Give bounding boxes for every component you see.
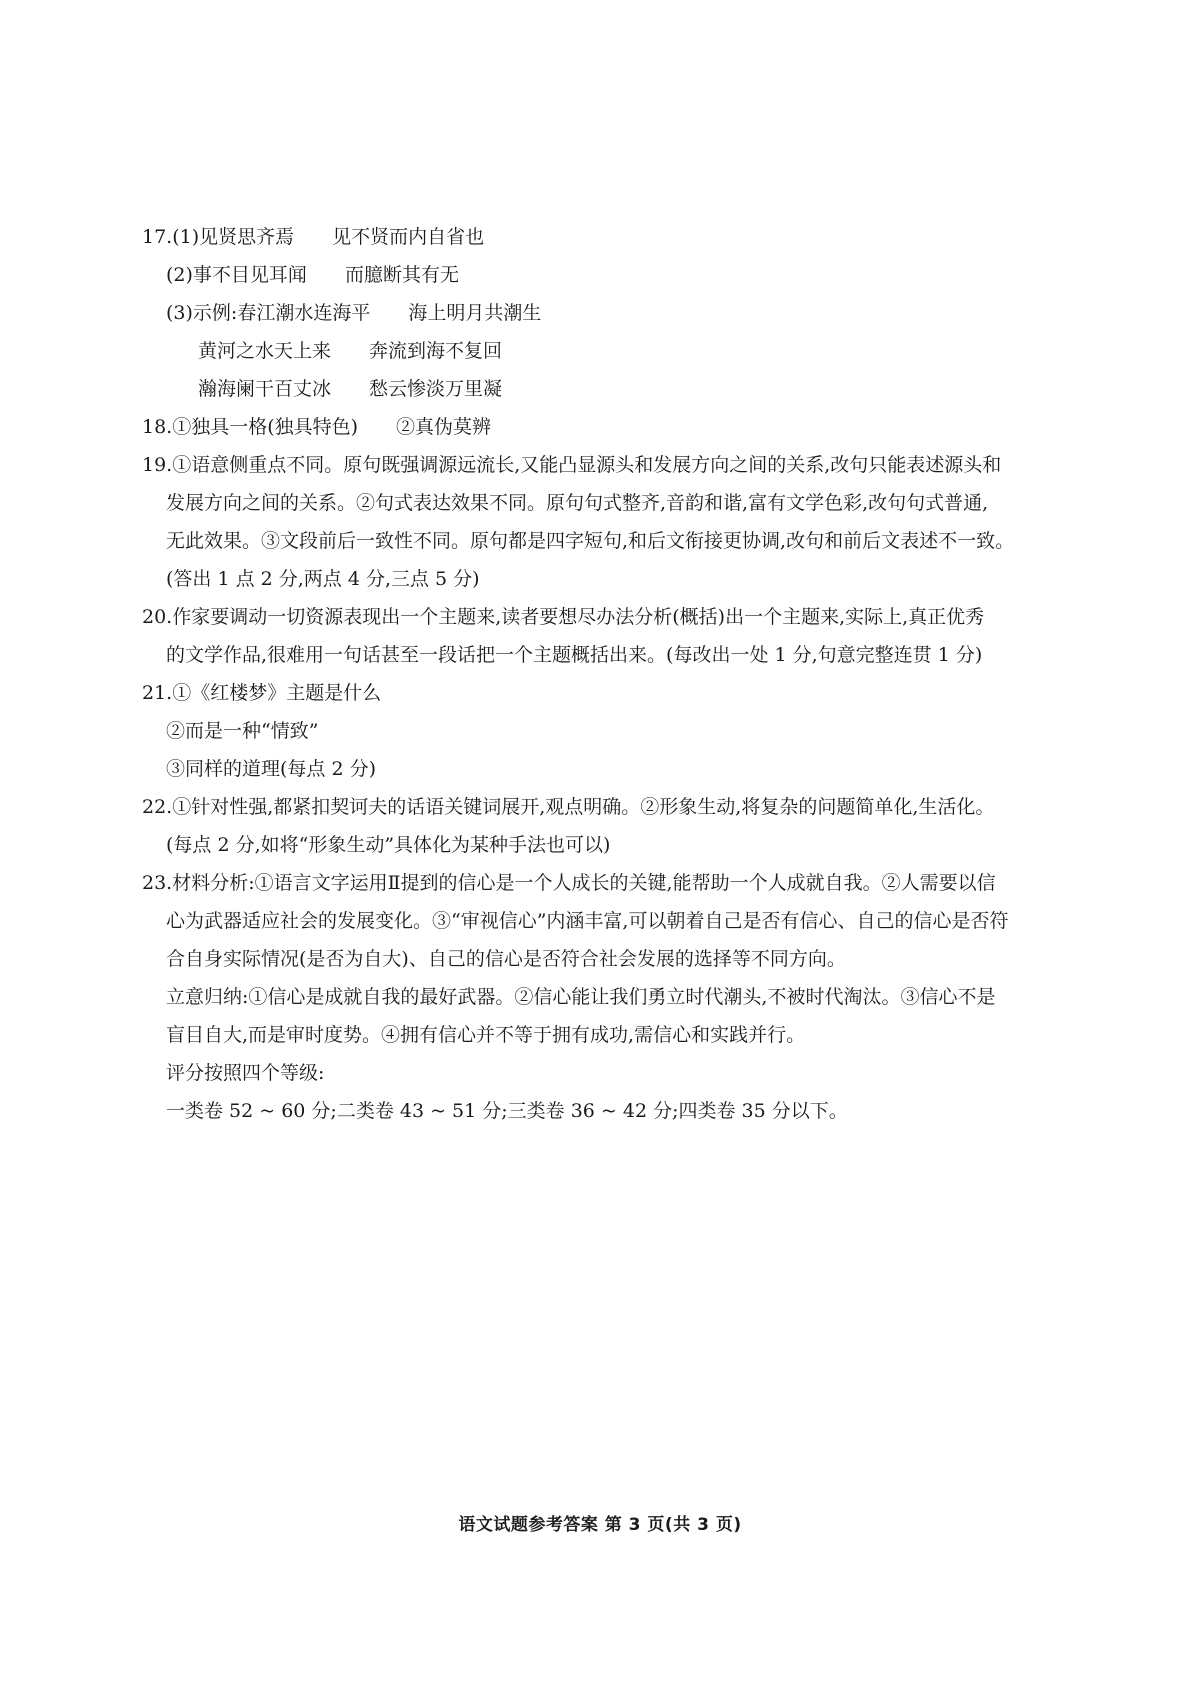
q19-text-1: ①语意侧重点不同。原句既强调源远流长,又能凸显源头和发展方向之间的关系,改句只能表述源头和: [172, 454, 1002, 476]
q21-text-2: ②而是一种“情致”: [166, 720, 319, 742]
q22-number: 22.: [142, 796, 173, 818]
q20-number: 20.: [142, 606, 173, 628]
q23-text-4: 立意归纳:①信心是成就自我的最好武器。②信心能让我们勇立时代潮头,不被时代淘汰。③信心不是: [166, 986, 996, 1008]
q17-part3-a: 春江潮水连海平: [237, 302, 371, 324]
q17-line-3: [142, 294, 1092, 332]
q21-line-2: [142, 712, 1092, 750]
q23-text-5: 盲目自大,而是审时度势。④拥有信心并不等于拥有成功,需信心和实践并行。: [166, 1024, 806, 1046]
q19-line-4: [142, 560, 1092, 598]
q23-line-7: [142, 1092, 1092, 1130]
q23-line-5: [142, 1016, 1092, 1054]
q22-line-2: [142, 826, 1092, 864]
q19-scoring: (答出 1 点 2 分,两点 4 分,三点 5 分): [166, 568, 480, 590]
q23-number: 23.: [142, 872, 173, 894]
q17-part3-e: 瀚海阑干百丈冰: [198, 378, 332, 400]
q17-line-4: [142, 332, 1092, 370]
q23-line-2: [142, 902, 1092, 940]
q23-line-1: [142, 864, 1092, 902]
answer-content: [142, 218, 1092, 1130]
q23-text-1: 材料分析:①语言文字运用Ⅱ提到的信心是一个人成长的关键,能帮助一个人成就自我。②人需要以信: [172, 872, 996, 894]
q17-number: 17.: [142, 226, 173, 248]
q17-part3-f: 愁云惨淡万里凝: [369, 378, 503, 400]
q19-text-3: 无此效果。③文段前后一致性不同。原句都是四字短句,和后文衔接更协调,改句和前后文表述不一致。: [166, 530, 1015, 552]
q17-line-2: [142, 256, 1092, 294]
q23-line-6: [142, 1054, 1092, 1092]
q22-text-2: (每点 2 分,如将“形象生动”具体化为某种手法也可以): [166, 834, 611, 856]
q20-text-2: 的文学作品,很难用一句话甚至一段话把一个主题概括出来。(每改出一处 1 分,句意完整连贯 1 分): [166, 644, 983, 666]
q22-line-1: [142, 788, 1092, 826]
q19-line-1: [142, 446, 1092, 484]
q17-part2-label: (2): [166, 264, 193, 286]
q17-part2-a: 事不目见耳闻: [192, 264, 307, 286]
q23-text-2: 心为武器适应社会的发展变化。③“审视信心”内涵丰富,可以朝着自己是否有信心、自己的信心是否符: [166, 910, 1009, 932]
q20-text-1: 作家要调动一切资源表现出一个主题来,读者要想尽办法分析(概括)出一个主题来,实际上,真正优秀: [172, 606, 985, 628]
q19-number: 19.: [142, 454, 173, 476]
q17-part2-b: 而臆断其有无: [344, 264, 459, 286]
q23-grading-heading: 评分按照四个等级:: [166, 1062, 325, 1084]
q20-line-1: [142, 598, 1092, 636]
q17-part1-label: (1): [172, 226, 200, 248]
q17-part1-a: 见贤思齐焉: [199, 226, 295, 248]
q17-part3-d: 奔流到海不复回: [369, 340, 503, 362]
q17-part3-prefix: 示例:: [192, 302, 238, 324]
q17-line-5: [142, 370, 1092, 408]
q17-part3-b: 海上明月共潮生: [408, 302, 542, 324]
q21-line-1: [142, 674, 1092, 712]
q21-text-3: ③同样的道理(每点 2 分): [166, 758, 376, 780]
q17-line-1: [142, 218, 1092, 256]
q23-grading-levels: 一类卷 52 ~ 60 分;二类卷 43 ~ 51 分;三类卷 36 ~ 42 分;四类卷 35 分以下。: [166, 1100, 848, 1122]
q17-part3-c: 黄河之水天上来: [198, 340, 332, 362]
q18-number: 18.: [142, 416, 173, 438]
q22-text-1: ①针对性强,都紧扣契诃夫的话语关键词展开,观点明确。②形象生动,将复杂的问题简单化,生活化。: [172, 796, 995, 818]
page-footer: 语文试题参考答案 第 3 页(共 3 页): [458, 1515, 742, 1535]
q19-line-3: [142, 522, 1092, 560]
q21-text-1: ①《红楼梦》主题是什么: [172, 682, 382, 704]
q23-line-3: [142, 940, 1092, 978]
q23-text-3: 合自身实际情况(是否为自大)、自己的信心是否符合社会发展的选择等不同方向。: [166, 948, 846, 970]
q18-answer-b: ②真伪莫辨: [396, 416, 492, 438]
q17-part3-label: (3): [166, 302, 193, 324]
q21-number: 21.: [142, 682, 173, 704]
q19-text-2: 发展方向之间的关系。②句式表达效果不同。原句句式整齐,音韵和谐,富有文学色彩,改句句式普通,: [166, 492, 989, 514]
q19-line-2: [142, 484, 1092, 522]
q20-line-2: [142, 636, 1092, 674]
q18-line-1: [142, 408, 1092, 446]
q21-line-3: [142, 750, 1092, 788]
q17-part1-b: 见不贤而内自省也: [332, 226, 485, 248]
q23-line-4: [142, 978, 1092, 1016]
q18-answer-a: ①独具一格(独具特色): [172, 416, 359, 438]
